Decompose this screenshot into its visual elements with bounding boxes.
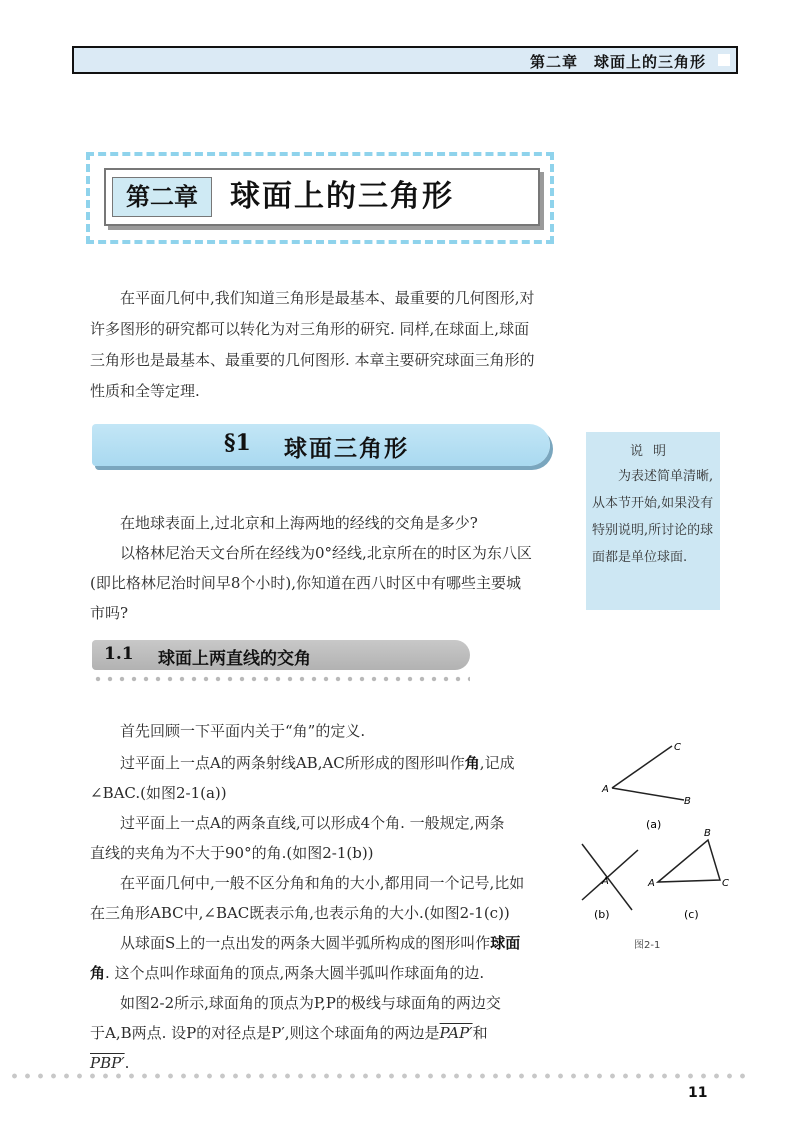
body-p2-text-b: ,记成	[479, 754, 515, 772]
subsection-dotted-rule	[92, 676, 470, 682]
question-line-4: 市吗?	[90, 604, 129, 622]
fig-a-label: (a)	[646, 818, 662, 831]
figure-c-triangle	[647, 828, 729, 921]
term-spherical: 球面	[490, 934, 521, 952]
question-line-3: (即比格林尼治时间早8个小时),你知道在西八时区中有哪些主要城	[90, 574, 522, 592]
chapter-banner	[104, 168, 540, 226]
fig-a-point-b: B	[684, 796, 691, 807]
fig-c-point-c: C	[722, 878, 729, 889]
intro-line-4: 性质和全等定理.	[90, 382, 200, 400]
body-p2-text-a: 过平面上一点A的两条射线AB,AC所形成的图形叫作	[120, 754, 465, 772]
body-p4-line2: 在三角形ABC中,∠BAC既表示角,也表示角的大小.(如图2-1(c))	[90, 904, 510, 922]
body-p6-line1: 如图2-2所示,球面角的顶点为P,P的极线与球面角的两边交	[120, 994, 501, 1012]
sidebar-note	[586, 432, 720, 610]
figure-b-crossing-lines	[582, 844, 638, 921]
body-p2-line2: ∠BAC.(如图2-1(a))	[90, 784, 227, 802]
figure-a-angle	[601, 742, 691, 831]
intro-line-2: 许多图形的研究都可以转化为对三角形的研究. 同样,在球面上,球面	[90, 320, 530, 338]
question-line-2: 以格林尼治天文台所在经线为0°经线,北京所在的时区为东八区	[120, 544, 532, 562]
note-body: 为表述简单清晰,从本节开始,如果没有特别说明,所讨论的球面都是单位球面.	[592, 469, 714, 565]
intro-line-3: 三角形也是最基本、最重要的几何图形. 本章主要研究球面三角形的	[90, 351, 535, 369]
body-p5-line1	[120, 928, 520, 959]
fig-a-point-c: C	[674, 742, 681, 753]
subsection-heading	[92, 640, 470, 670]
term-angle: 角	[464, 754, 480, 772]
body-p6-end: .	[124, 1054, 130, 1072]
subsection-number: 1.1	[104, 644, 134, 664]
body-p5-text-b: . 这个点叫作球面角的顶点,两条大圆半弧叫作球面角的边.	[105, 964, 485, 982]
arc-pap: PAP′	[439, 1024, 473, 1042]
fig-b-point-a: A	[602, 876, 609, 887]
figure-2-1	[580, 730, 760, 960]
subsection-title: 球面上两直线的交角	[158, 649, 311, 669]
intro-line-1: 在平面几何中,我们知道三角形是最基本、最重要的几何图形,对	[120, 289, 535, 307]
body-p4-line1: 在平面几何中,一般不区分角和角的大小,都用同一个记号,比如	[120, 874, 525, 892]
header-square-ornament	[718, 54, 730, 66]
figure-caption: 图2-1	[634, 940, 661, 951]
body-p5-text-a: 从球面S上的一点出发的两条大圆半弧所构成的图形叫作	[120, 934, 491, 952]
fig-c-point-b: B	[704, 828, 711, 839]
chapter-title: 球面上的三角形	[230, 179, 454, 214]
body-p3-line2: 直线的夹角为不大于90°的角.(如图2-1(b))	[90, 844, 374, 862]
body-p1: 首先回顾一下平面内关于“角”的定义.	[120, 722, 366, 740]
body-p6-and: 和	[472, 1024, 488, 1042]
body-p3-line1: 过平面上一点A的两条直线,可以形成4个角. 一般规定,两条	[120, 814, 505, 832]
question-line-1: 在地球表面上,过北京和上海两地的经线的交角是多少?	[120, 514, 478, 532]
arc-pbp: PBP′	[90, 1054, 125, 1072]
footer-dotted-rule	[8, 1072, 748, 1080]
page-number: 11	[688, 1085, 708, 1101]
fig-b-label: (b)	[594, 908, 610, 921]
fig-c-point-a: A	[648, 878, 655, 889]
body-p2-line1	[120, 748, 515, 779]
body-p5-line2	[90, 958, 484, 989]
section-banner	[92, 424, 550, 466]
chapter-label: 第二章	[112, 177, 212, 217]
fig-a-point-a: A	[602, 784, 609, 795]
note-title: 说明	[629, 444, 676, 459]
fig-c-label: (c)	[684, 908, 699, 921]
running-header	[72, 46, 738, 74]
section-number: §1	[224, 430, 251, 456]
body-p6-text-b: 于A,B两点. 设P的对径点是P′,则这个球面角的两边是	[90, 1024, 440, 1042]
section-title: 球面三角形	[284, 436, 409, 462]
running-title: 第二章 球面上的三角形	[529, 53, 706, 71]
term-angle-2: 角	[90, 964, 106, 982]
body-p6-line2	[90, 1018, 488, 1049]
